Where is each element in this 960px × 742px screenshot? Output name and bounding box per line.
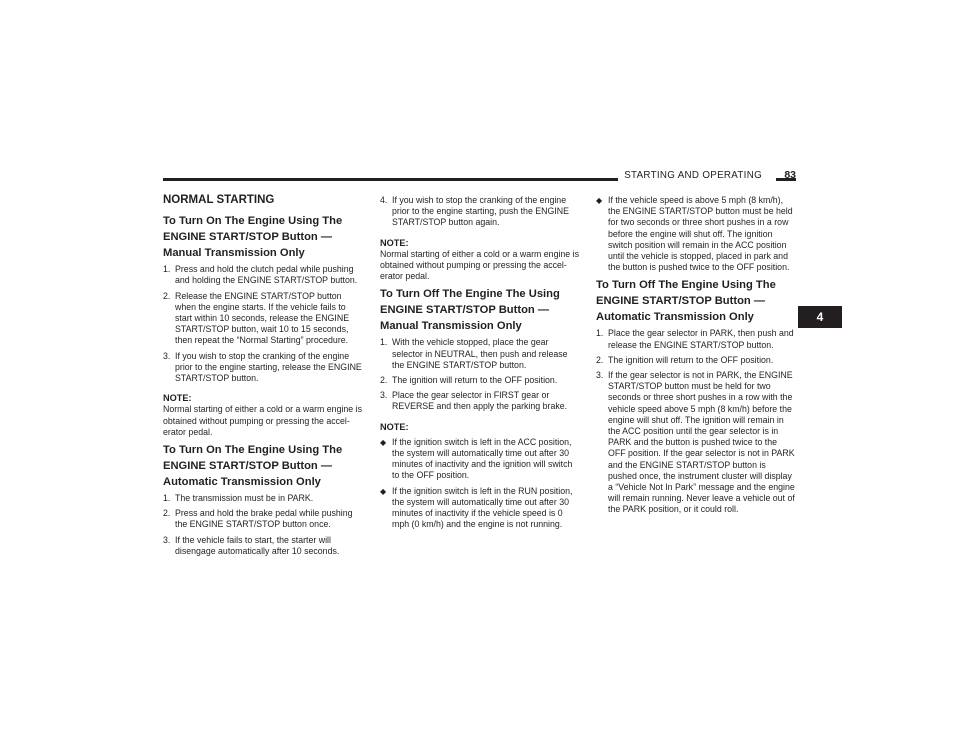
bullet-icon: ◆: [380, 437, 387, 447]
list-item: 2. The ignition will return to the OFF position.: [380, 375, 558, 386]
list-item: 1. With the vehicle stopped, place the gear selector in NEUTRAL, then push and release the ENGINE START/STOP button.: [380, 337, 568, 370]
list-item: 3. If the gear selector is not in PARK, the ENGINE START/STOP button must be held for two seconds or three short pushes in a row with the vehicle speed above 5 mph (8 km/h) before the engine will shut off. The ignition will remain in the ACC position until the gear selector is in PARK and the button is pushed twice to the OFF position. If the gear selector is not in PARK and the ENGINE START/STOP button is pushed once, the instrument cluster will display a “Vehicle Not In Park” message and the engine will remain running. Never leave a vehicle out of the PARK position, or it could roll.: [596, 370, 795, 515]
page-number: 83: [784, 169, 796, 181]
bullet-list: [596, 195, 796, 273]
column-1: [163, 195, 363, 561]
list-item: 4. If you wish to stop the cranking of the engine prior to the engine starting, push the ENGINE START/STOP button again.: [380, 195, 570, 228]
numbered-list: [163, 493, 363, 557]
bullet-icon: ◆: [596, 196, 603, 205]
numbered-list: [163, 264, 363, 384]
bullet-list: [380, 437, 580, 531]
running-header-title: STARTING AND OPERATING: [618, 170, 768, 181]
note-label: NOTE:: [380, 237, 409, 248]
list-item: 1. The transmission must be in PARK.: [163, 493, 314, 504]
numbered-list: [380, 195, 580, 229]
list-item: 3. If the vehicle fails to start, the starter will disengage automatically after 10 seconds.: [163, 534, 340, 556]
section-heading: To Turn Off The Engine The Using ENGINE START/STOP Button — Manual Transmission Only: [380, 288, 560, 333]
section-heading: To Turn Off The Engine Using The ENGINE START/STOP Button — Automatic Transmission Only: [596, 279, 776, 324]
list-item: 2. Release the ENGINE START/STOP button when the engine starts. If the vehicle fails to start within 10 seconds, release the ENGINE START/STOP button, wait 10 to 15 seconds, then repeat the “Normal Starting” procedure.: [163, 290, 350, 346]
column-2: [380, 195, 580, 534]
section-heading: To Turn On The Engine Using The ENGINE START/STOP Button — Manual Transmission Only: [163, 215, 343, 260]
note-label: NOTE:: [380, 421, 409, 432]
main-heading: NORMAL STARTING: [163, 194, 275, 206]
list-item: 2. Press and hold the brake pedal while pushing the ENGINE START/STOP button once.: [163, 508, 353, 530]
list-item: 3. If you wish to stop the cranking of the engine prior to the engine starting, release the ENGINE START/STOP button.: [163, 350, 362, 384]
note-label: NOTE:: [163, 393, 192, 404]
list-item: ◆ If the ignition switch is left in the RUN position, the system will automatically time out after 30 minutes of inactivity if the vehicle speed is 0 mph (0 km/h) and the engine is not running.: [380, 485, 573, 530]
list-item: 2. The ignition will return to the OFF position.: [596, 354, 774, 365]
chapter-tab: 4: [798, 306, 842, 328]
note-text: Normal starting of either a cold or a warm engine is obtained without pumping or pressing the accel-erator pedal.: [380, 248, 579, 282]
list-item: 1. Press and hold the clutch pedal while pushing and holding the ENGINE START/STOP button.: [163, 264, 358, 286]
numbered-list: [380, 337, 580, 412]
list-item: ◆ If the vehicle speed is above 5 mph (8 km/h), the ENGINE START/STOP button must be held for two seconds or three short pushes in a row before the engine will shut off. The ignition switch position will remain in the ACC position until the vehicle is stopped, placed in park and the button is pushed twice to the OFF position.: [596, 195, 793, 273]
bullet-icon: ◆: [380, 486, 387, 496]
list-item: ◆ If the ignition switch is left in the ACC position, the system will automatically time out after 30 minutes of inactivity and the ignition will switch to the OFF position.: [380, 436, 573, 481]
list-item: 1. Place the gear selector in PARK, then push and release the ENGINE START/STOP button.: [596, 328, 794, 350]
page-header: [596, 170, 796, 184]
note-text: Normal starting of either a cold or a warm engine is obtained without pumping or pressing the accel-erator pedal.: [163, 404, 362, 437]
section-heading: To Turn On The Engine Using The ENGINE START/STOP Button — Automatic Transmission Only: [163, 444, 343, 489]
column-3: [596, 195, 796, 520]
list-item: 3. Place the gear selector in FIRST gear or REVERSE and then apply the parking brake.: [380, 390, 568, 412]
numbered-list: [596, 328, 796, 515]
